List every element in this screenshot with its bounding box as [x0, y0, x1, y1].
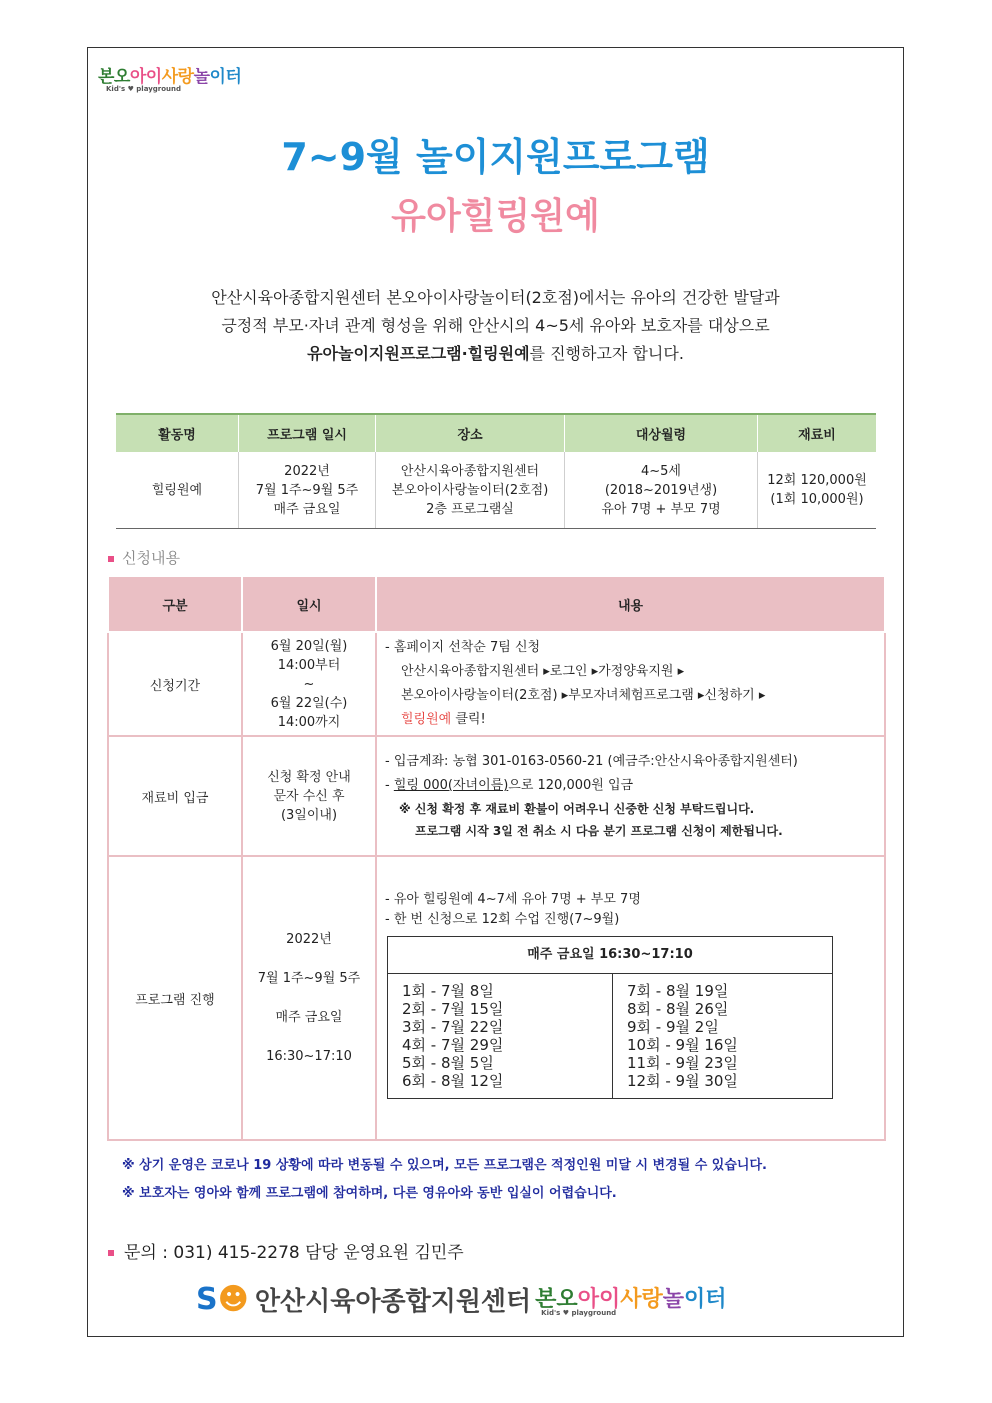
page-title: 7~9월 놀이지원프로그램: [281, 135, 710, 179]
table-row: 프로그램 진행 2022년 7월 1주~9월 5주 매주 금요일 16:30~17:10 - 유아 힐링원예 4~7세 유아 7명 + 부모 7명 - 한 번 신청으로 12회 수업 진행(7~9월) 매주 금요일 16:30~17:10 1회 - 7월 8일 2회 - 7월 15일 3회 - 7월 22일 4회 - 7월 29일 5회 - 8월 5일 6회 - 8월 12일 7회 - 8월 19일 8회 - 8월 26일 9회 - 9월 2일 10회 - 9월 16일 11회 - 9월 23일 12회 - 9월 30일: [108, 856, 885, 1140]
section-title: 신청내용: [108, 547, 180, 568]
table-row: 재료비 입금 신청 확정 안내 문자 수신 후 (3일이내) - 입금계좌: 농협 301-0163-0560-21 (예금주:안산시육아종합지원센터) - 힐링 000(자녀이름)으로 120,000원 입금 ※ 신청 확정 후 재료비 환불이 어려우니 신중한 신청 부탁드립니다. 프로그램 시작 3일 전 취소 시 다음 분기 프로그램 신청이 제한됩니다.: [108, 736, 885, 856]
activity-table: [116, 413, 876, 529]
contact-info: 문의 : 031) 415-2278 담당 운영요원 김민주: [108, 1238, 464, 1263]
table-row: 신청기간 6월 20일(월) 14:00부터 ~ 6월 22일(수) 14:00까지 - 홈페이지 선착순 7팀 신청 안산시육아종합지원센터 ▸로그인 ▸가정양육지원 ▸ 본오아이사랑놀이터(2호점) ▸부모자녀체험프로그램 ▸신청하기 ▸ 힐링원예 클릭!: [108, 632, 885, 736]
warning-note: ※ 보호자는 영아와 함께 프로그램에 참여하며, 다른 영유아와 동반 입실이 어렵습니다.: [122, 1186, 617, 1201]
flyer-page: [87, 47, 904, 1337]
warning-note: ※ 상기 운영은 코로나 19 상황에 따라 변동될 수 있으며, 모든 프로그램은 적정인원 미달 시 변경될 수 있습니다.: [122, 1158, 767, 1173]
playground-logo: 본오아이사랑놀이터 Kid's ♥ playground: [535, 1287, 727, 1317]
table-header-row: 구분 일시 내용: [108, 577, 885, 632]
square-bullet-icon: [108, 1250, 114, 1256]
footer-logo: S☻ 안산시육아종합지원센터 본오아이사랑놀이터 Kid's ♥ playground: [196, 1282, 727, 1317]
playground-logo: 본오아이사랑놀이터 Kid's ♥ playground: [98, 67, 242, 93]
table-row: 힐링원예 2022년 7월 1주~9월 5주 매주 금요일 안산시육아종합지원센터 본오아이사랑놀이터(2호점) 2층 프로그램실 4~5세 (2018~2019년생) 유아 7명 + 부모 7명 12회 120,000원 (1회 10,000원): [116, 452, 876, 529]
table-header-row: 활동명 프로그램 일시 장소 대상월령 재료비: [116, 414, 876, 452]
application-table: [107, 577, 886, 1141]
center-logo-icon: S☻: [196, 1282, 249, 1317]
intro-text: 안산시육아종합지원센터 본오아이사랑놀이터(2호점)에서는 유아의 건강한 발달과 긍정적 부모·자녀 관계 형성을 위해 안산시의 4~5세 유아와 보호자를 대상으로 유아놀이지원프로그램·힐링원예를 진행하고자 합니다.: [211, 288, 780, 363]
session-schedule-table: 매주 금요일 16:30~17:10 1회 - 7월 8일 2회 - 7월 15일 3회 - 7월 22일 4회 - 7월 29일 5회 - 8월 5일 6회 - 8월 12일 7회 - 8월 19일 8회 - 8월 26일 9회 - 9월 2일 10회 - 9월 16일 11회 - 9월 23일 12회 - 9월 30일: [387, 936, 833, 1099]
page-subtitle: 유아힐링원예: [391, 196, 600, 237]
square-bullet-icon: [108, 556, 114, 562]
